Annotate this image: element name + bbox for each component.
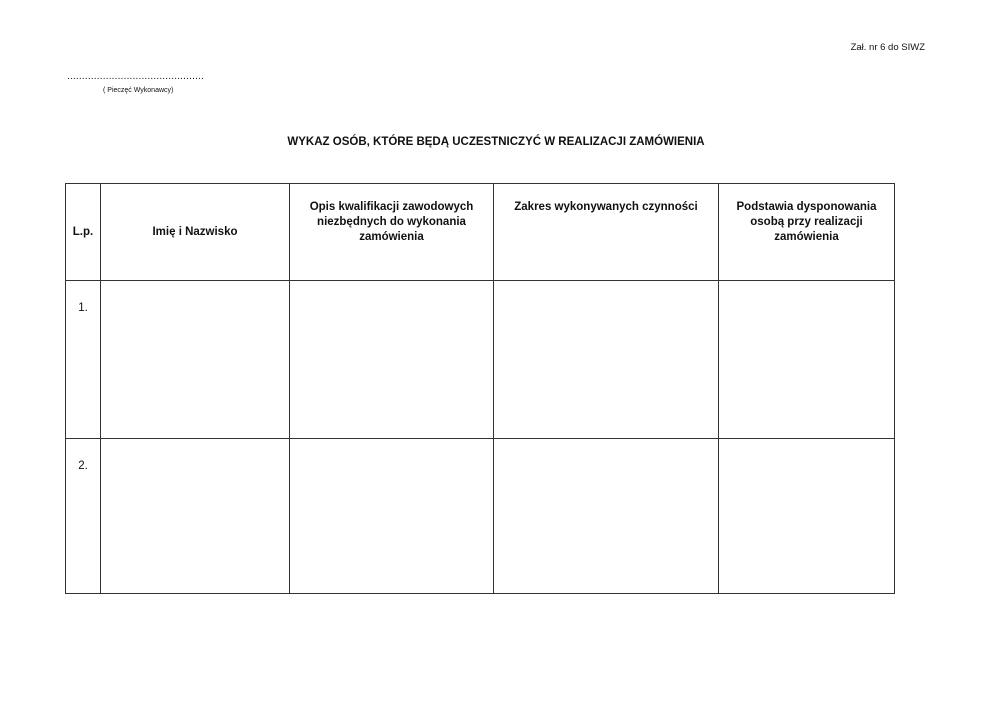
stamp-signature-line: .............................................. (67, 71, 205, 82)
scope-cell[interactable] (494, 281, 719, 439)
name-cell[interactable] (101, 439, 290, 594)
stamp-label: ( Pieczęć Wykonawcy) (103, 87, 174, 94)
basis-cell[interactable] (719, 439, 895, 594)
table-row (66, 439, 895, 594)
row-number-cell: 1. (66, 281, 101, 439)
qualifications-cell[interactable] (290, 439, 494, 594)
table-row (66, 281, 895, 439)
row-number-cell: 2. (66, 439, 101, 594)
qualifications-cell[interactable] (290, 281, 494, 439)
header-scope: Zakres wykonywanych czynności (494, 184, 719, 281)
table-header-row (66, 184, 895, 281)
header-name: Imię i Nazwisko (101, 184, 290, 281)
name-cell[interactable] (101, 281, 290, 439)
header-lp: L.p. (66, 184, 101, 281)
attachment-note: Zał. nr 6 do SIWZ (850, 42, 925, 53)
document-title: WYKAZ OSÓB, KTÓRE BĘDĄ UCZESTNICZYĆ W REALIZACJI ZAMÓWIENIA (287, 136, 705, 148)
contractor-stamp-block (67, 71, 217, 94)
persons-table (65, 183, 895, 594)
scope-cell[interactable] (494, 439, 719, 594)
header-basis: Podstawia dysponowania osobą przy realizacji zamówienia (719, 184, 895, 281)
basis-cell[interactable] (719, 281, 895, 439)
header-qualifications: Opis kwalifikacji zawodowych niezbędnych do wykonania zamówienia (290, 184, 494, 281)
